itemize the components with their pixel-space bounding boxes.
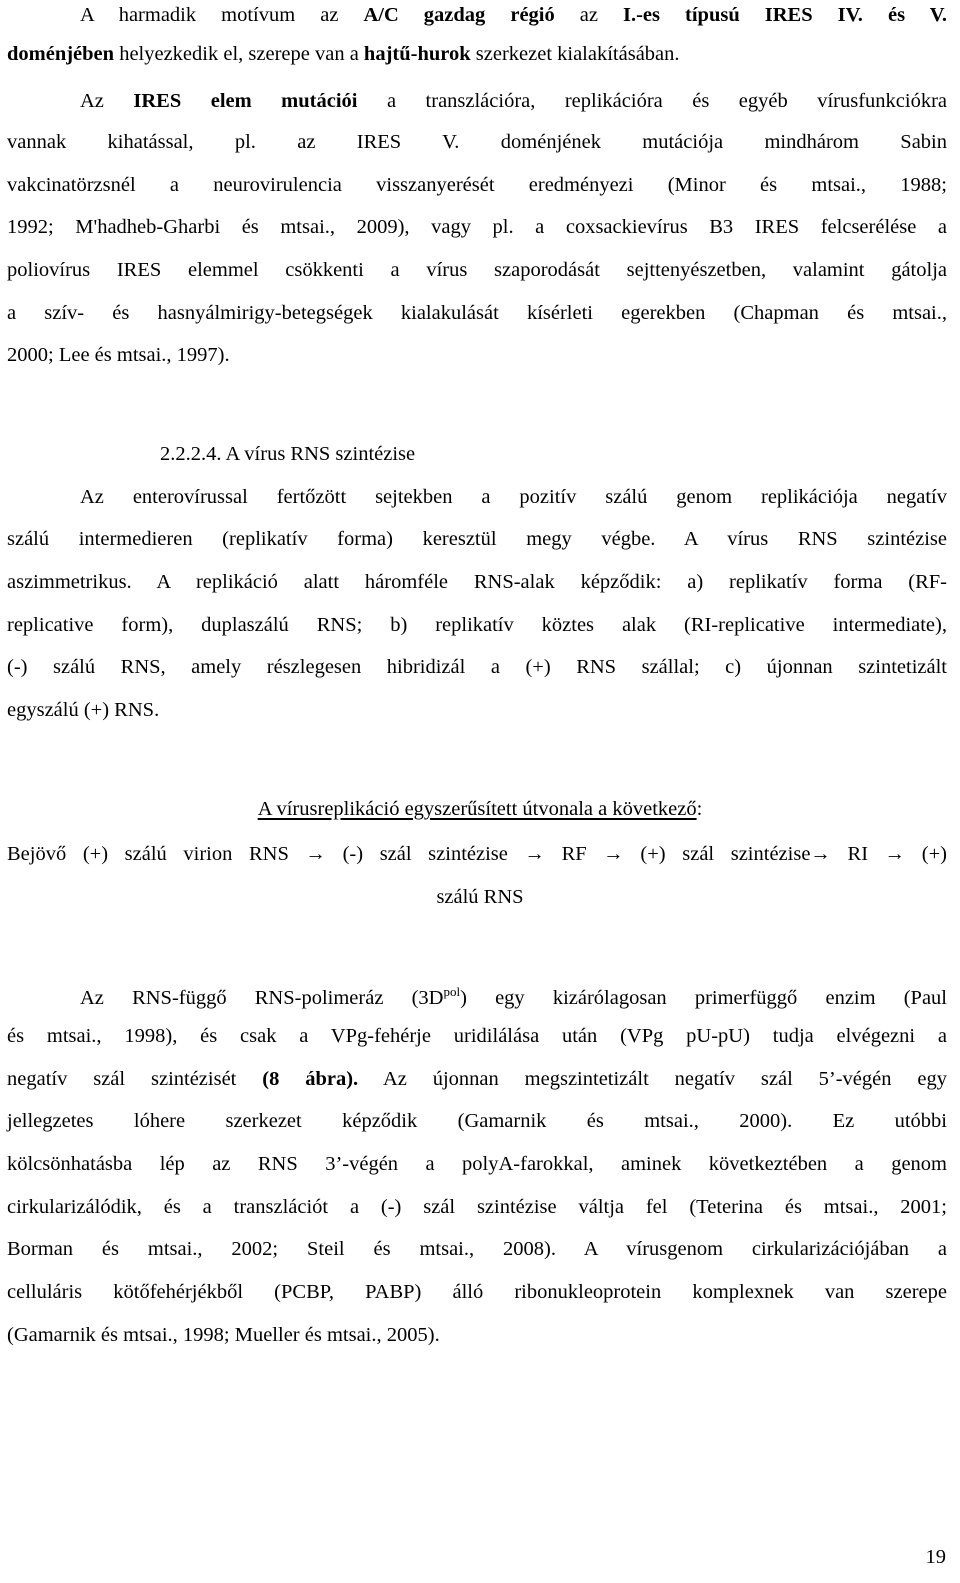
section-heading: 2.2.2.4. A vírus RNS szintézise [160,443,416,465]
para3-line-3: aszimmetrikus. A replikáció alatt háromféle RNS-alak képződik: a) replikatív forma (RF- [7,571,947,593]
para4-line-4: jellegzetes lóhere szerkezet képződik (Gamarnik és mtsai., 2000). Ez utóbbi [7,1110,947,1132]
bold-term: A/C gazdag régió [363,4,555,26]
para3-line-6: egyszálú (+) RNS. [7,699,160,721]
text-run: szerkezet kialakításában. [470,43,680,65]
para4-line-7: Borman és mtsai., 2002; Steil és mtsai., 2008). A vírusgenom cirkularizációjában a [7,1238,947,1260]
text-run: A harmadik motívum az [80,4,364,26]
pathway-title-colon: : [696,798,703,820]
bold-term: doménjében [7,43,115,65]
para2-line-5: poliovírus IRES elemmel csökkenti a vírus szaporodását sejttenyészetben, valamint gátolja [7,259,947,281]
pathway-title [0,796,960,822]
para2-line-7: 2000; Lee és mtsai., 1997). [7,344,230,366]
para1-line-2 [7,41,947,67]
superscript: pol [443,984,461,999]
para4-line-2: és mtsai., 1998), és csak a VPg-fehérje uridilálása után (VPg pU-pU) tudja elvégezni a [7,1025,947,1047]
para2-line-6: a szív- és hasnyálmirigy-betegségek kialakulását kísérleti egerekben (Chapman és mtsai., [7,302,947,324]
para3-line-4: replicative form), duplaszálú RNS; b) replikatív köztes alak (RI-replicative intermediate), [7,614,947,636]
para1-line-1 [80,2,947,28]
bold-term: I.-es típusú IRES IV. és V. [623,4,947,26]
text-run: Az [80,90,134,112]
text-run: az [554,4,623,26]
text-run: a transzlációra, replikációra és egyéb vírusfunkciókra [357,90,948,112]
para3-line-2: szálú intermedieren (replikatív forma) keresztül megy végbe. A vírus RNS szintézise [7,528,947,550]
text-run: ) egy kizárólagosan primerfüggő enzim (Paul [460,986,947,1009]
text-run: Az újonnan megszintetizált negatív szál 5’-végén egy [358,1068,947,1090]
para2-line-4: 1992; M'hadheb-Gharbi és mtsai., 2009), vagy pl. a coxsackievírus B3 IRES felcserélése a [7,216,947,238]
para2-line-1 [80,88,947,114]
page-number: 19 [925,1546,946,1568]
pathway-title-text: A vírusreplikáció egyszerűsített útvonala a következő [257,798,697,820]
para4-line-1 [80,979,947,1011]
para4-line-5: kölcsönhatásba lép az RNS 3’-végén a polyA-farokkal, aminek következtében a genom [7,1153,947,1175]
text-run: helyezkedik el, szerepe van a [114,43,364,65]
para4-line-9: (Gamarnik és mtsai., 1998; Mueller és mtsai., 2005). [7,1324,440,1346]
bold-term: hajtű-hurok [363,43,471,65]
text-run: negatív szál szintézisét [7,1068,263,1090]
bold-figure-ref: (8 ábra). [262,1068,359,1090]
para3-line-5: (-) szálú RNS, amely részlegesen hibridizál a (+) RNS szállal; c) újonnan szintetizált [7,656,947,678]
para2-line-3: vakcinatörzsnél a neurovirulencia visszanyerését eredményezi (Minor és mtsai., 1988; [7,174,947,196]
para3-line-1: Az enterovírussal fertőzött sejtekben a pozitív szálú genom replikációja negatív [80,486,947,508]
pathway-line-1: Bejövő (+) szálú virion RNS → (-) szál szintézise → RF → (+) szál szintézise→ RI → (+) [7,843,947,865]
text-run: Az RNS-függő RNS-polimeráz (3D [80,986,444,1009]
para4-line-6: cirkularizálódik, és a transzlációt a (-) szál szintézise váltja fel (Teterina és mtsai., 2001; [7,1196,947,1218]
para4-line-8: celluláris kötőfehérjékből (PCBP, PABP) álló ribonukleoprotein komplexnek van szerepe [7,1281,947,1303]
bold-term: IRES elem mutációi [133,90,358,112]
para2-line-2: vannak kihatással, pl. az IRES V. doménjének mutációja mindhárom Sabin [7,131,947,153]
para4-line-3 [7,1066,947,1092]
pathway-line-2: szálú RNS [436,886,524,908]
